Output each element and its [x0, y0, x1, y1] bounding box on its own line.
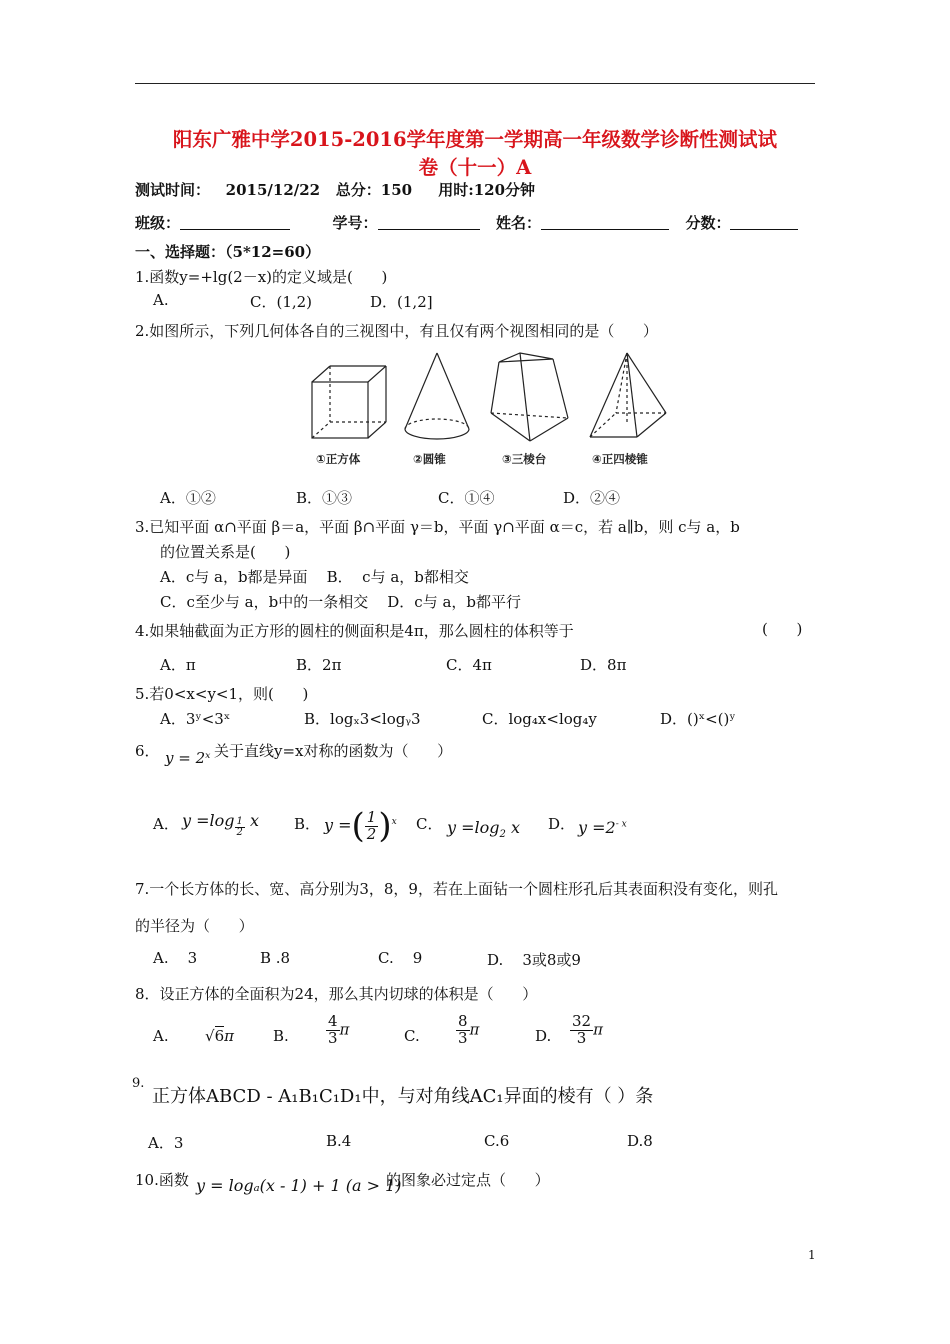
- info-fields: [135, 212, 798, 233]
- q9-stem: 正方体ABCD - A₁B₁C₁D₁中，与对角线AC₁异面的棱有（ ）条: [152, 1086, 654, 1107]
- label-frustum: ③三棱台: [502, 452, 547, 466]
- q8-option-d-label: D.: [535, 1027, 552, 1045]
- q2-option-c: C．①④: [438, 489, 495, 507]
- q4-option-b: B．2π: [296, 656, 342, 674]
- q3-stem-2: 的位置关系是( ): [160, 543, 291, 561]
- cone-figure: [405, 353, 469, 439]
- q8-option-c-formula: $\frac{8}{3}$ π: [458, 1012, 480, 1047]
- q3-options-cd: C．c至少与 a，b中的一条相交 D．c与 a，b都平行: [160, 593, 522, 611]
- q4-option-d: D．8π: [580, 656, 627, 674]
- q3-options-ab: A．c与 a，b都是异面 B． c与 a，b都相交: [160, 568, 469, 586]
- class-blank[interactable]: [180, 215, 290, 230]
- q6-option-c-formula: $y =\log_2$ x: [447, 818, 521, 841]
- q5-option-a: A．3ʸ<3ˣ: [160, 710, 231, 728]
- q8-stem: 8．设正方体的全面积为24，那么其内切球的体积是（ ）: [135, 985, 538, 1003]
- q7-stem: 7.一个长方体的长、宽、高分别为3，8，9，若在上面钻一个圆柱形孔后其表面积没有变化，则孔: [135, 880, 778, 898]
- label-cone: ②圆锥: [413, 452, 446, 466]
- q10-tail: 的图象必过定点（ ）: [386, 1171, 550, 1189]
- q5-stem: 5.若0<x<y<1，则( ): [135, 685, 309, 703]
- q6-num: 6．: [135, 742, 160, 760]
- q8-option-b-label: B.: [273, 1027, 289, 1045]
- score-label: 分数：: [685, 214, 731, 232]
- name-label: 姓名：: [495, 214, 541, 232]
- q8-option-a-formula: √6π: [205, 1027, 234, 1045]
- q2-option-d: D．②④: [563, 489, 621, 507]
- q10-stem: 10.函数: [135, 1171, 189, 1189]
- q7-option-c: C. 9: [378, 949, 423, 967]
- q4-option-a: A．π: [160, 656, 196, 674]
- q9-num: 9.: [132, 1076, 145, 1091]
- id-blank[interactable]: [378, 215, 480, 230]
- q8-option-c-label: C.: [404, 1027, 420, 1045]
- q8-option-b-formula: $\frac{4}{3}$ π: [328, 1012, 350, 1047]
- q5-option-c: C．log₄x<log₄y: [482, 710, 597, 728]
- q7-option-d: D. 3或8或9: [487, 951, 581, 969]
- q5-option-b: B．logₓ3<logᵧ3: [304, 710, 421, 728]
- q6-option-a-label: A．: [153, 815, 179, 833]
- q6-option-c-label: C．: [416, 815, 443, 833]
- section-heading: 一、选择题：（5*12=60）: [135, 243, 321, 261]
- cube-figure: [312, 366, 386, 438]
- q6-option-a-formula: y =log $_{\frac{1}{2}}$ x: [182, 811, 260, 839]
- title-line-1: 阳东广雅中学2015-2016学年度第一学期高一年级数学诊断性测试试: [172, 128, 778, 151]
- q9-option-c: C.6: [484, 1132, 510, 1150]
- q2-option-a: A．①②: [160, 489, 216, 507]
- score-blank[interactable]: [730, 215, 798, 230]
- q7-option-a: A. 3: [153, 949, 198, 967]
- q3-stem: 3.已知平面 α∩平面 β＝a，平面 β∩平面 γ＝b，平面 γ∩平面 α＝c，若 a∥b，则 c与 a，b: [135, 518, 740, 536]
- q6-stem: 关于直线y=x对称的函数为（ ）: [214, 742, 453, 760]
- q4-paren: ( ): [762, 620, 803, 638]
- q6-option-d-formula: $y =2^{- x}$: [578, 818, 627, 837]
- pyramid-figure: [590, 353, 666, 437]
- id-label: 学号：: [332, 214, 378, 232]
- q8-option-a-label: A.: [153, 1027, 169, 1045]
- q10-formula: y = logₐ(x - 1) + 1 (a > 1): [196, 1176, 402, 1195]
- q9-option-a: A．3: [148, 1134, 184, 1152]
- q9-option-b: B.4: [326, 1132, 352, 1150]
- solids-figure: [300, 345, 670, 470]
- q2-stem: 2.如图所示，下列几何体各自的三视图中，有且仅有两个视图相同的是（ ）: [135, 322, 658, 340]
- q4-stem: 4.如果轴截面为正方形的圆柱的侧面积是4π，那么圆柱的体积等于: [135, 622, 574, 640]
- q7-stem-2: 的半径为（ ）: [135, 917, 254, 935]
- q1-option-c: C．(1,2): [250, 293, 313, 311]
- q1-option-a: A.: [153, 291, 169, 309]
- q1-option-d: D．(1,2]: [370, 293, 433, 311]
- q2-option-b: B．①③: [296, 489, 353, 507]
- q6-option-b-formula: y =( $\frac{1}{2}$ )$^x$: [324, 806, 397, 846]
- q9-option-d: D.8: [627, 1132, 653, 1150]
- class-label: 班级：: [135, 214, 181, 232]
- q6-option-b-label: B．: [294, 815, 321, 833]
- title-line-2: 卷（十一）A: [418, 156, 532, 179]
- page-number: 1: [808, 1248, 816, 1262]
- label-pyramid: ④正四棱锥: [592, 452, 648, 466]
- q5-option-d: D．()ˣ<()ʸ: [660, 710, 736, 728]
- q6-option-d-label: D．: [548, 815, 576, 833]
- name-blank[interactable]: [541, 215, 669, 230]
- q7-option-b: B .8: [260, 949, 291, 967]
- q6-function: y = 2ˣ: [165, 749, 211, 767]
- test-meta: 测试时间： 2015/12/22 总分：150 用时:120分钟: [135, 181, 536, 199]
- top-rule: [135, 83, 815, 84]
- q1-stem: 1.函数y=+lg(2－x)的定义域是( ): [135, 268, 388, 286]
- label-cube: ①正方体: [316, 452, 361, 466]
- frustum-figure: [491, 353, 568, 441]
- q8-option-d-formula: $\frac{32}{3}$ π: [572, 1012, 603, 1047]
- q4-option-c: C．4π: [446, 656, 492, 674]
